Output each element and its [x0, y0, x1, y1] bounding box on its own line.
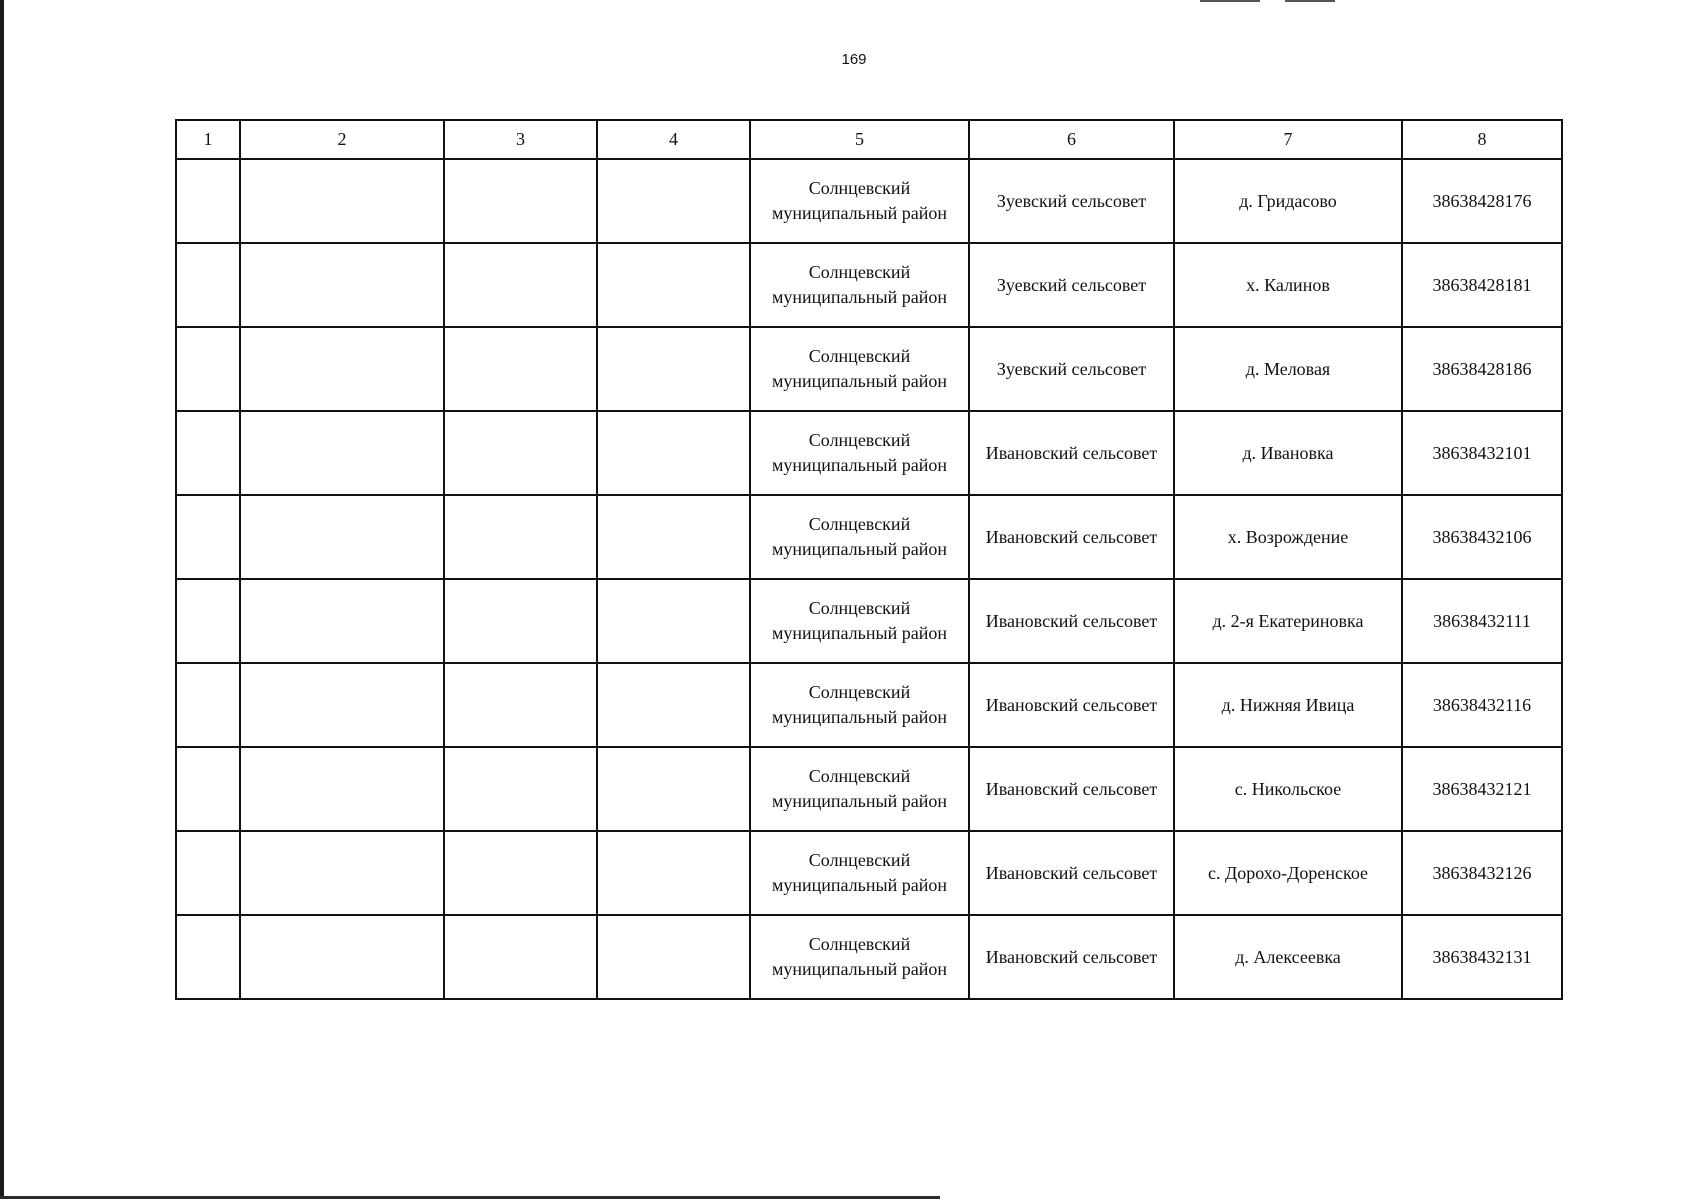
cell-col-1: [176, 579, 240, 663]
council-cell: Ивановский сельсовет: [969, 411, 1174, 495]
okato-code-cell: 38638432116: [1402, 663, 1562, 747]
column-number: 4: [597, 120, 750, 159]
district-cell: Солнцевский муниципальный район: [750, 747, 969, 831]
column-number: 1: [176, 120, 240, 159]
cell-col-2: [240, 495, 444, 579]
district-cell: Солнцевский муниципальный район: [750, 915, 969, 999]
cell-col-3: [444, 495, 597, 579]
cell-col-2: [240, 411, 444, 495]
column-number: 7: [1174, 120, 1402, 159]
column-number: 5: [750, 120, 969, 159]
table-row: [176, 831, 1562, 915]
settlement-cell: д. Ивановка: [1174, 411, 1402, 495]
okato-code-cell: 38638428176: [1402, 159, 1562, 243]
table-body: [176, 120, 1562, 999]
cell-col-4: [597, 411, 750, 495]
council-cell: Ивановский сельсовет: [969, 495, 1174, 579]
okato-code-cell: 38638432106: [1402, 495, 1562, 579]
column-number: 2: [240, 120, 444, 159]
cell-col-3: [444, 411, 597, 495]
table-row: [176, 663, 1562, 747]
settlement-cell: д. Гридасово: [1174, 159, 1402, 243]
settlement-cell: с. Дорохо-Доренское: [1174, 831, 1402, 915]
okato-code-cell: 38638432101: [1402, 411, 1562, 495]
council-cell: Ивановский сельсовет: [969, 915, 1174, 999]
table-row: [176, 915, 1562, 999]
settlement-cell: д. 2-я Екатериновка: [1174, 579, 1402, 663]
scan-mark-top: [1285, 0, 1335, 2]
cell-col-2: [240, 327, 444, 411]
cell-col-2: [240, 747, 444, 831]
column-number: 3: [444, 120, 597, 159]
column-number: 6: [969, 120, 1174, 159]
cell-col-3: [444, 579, 597, 663]
cell-col-4: [597, 831, 750, 915]
cell-col-3: [444, 747, 597, 831]
scan-edge-left: [0, 0, 4, 1199]
settlement-cell: х. Калинов: [1174, 243, 1402, 327]
cell-col-4: [597, 159, 750, 243]
district-cell: Солнцевский муниципальный район: [750, 411, 969, 495]
district-cell: Солнцевский муниципальный район: [750, 831, 969, 915]
table-row: [176, 495, 1562, 579]
cell-col-4: [597, 495, 750, 579]
council-cell: Ивановский сельсовет: [969, 579, 1174, 663]
council-cell: Ивановский сельсовет: [969, 663, 1174, 747]
column-number: 8: [1402, 120, 1562, 159]
cell-col-2: [240, 579, 444, 663]
cell-col-4: [597, 747, 750, 831]
cell-col-1: [176, 327, 240, 411]
district-cell: Солнцевский муниципальный район: [750, 243, 969, 327]
cell-col-1: [176, 747, 240, 831]
cell-col-2: [240, 831, 444, 915]
cell-col-3: [444, 243, 597, 327]
council-cell: Зуевский сельсовет: [969, 159, 1174, 243]
table-row: [176, 411, 1562, 495]
page-number: 169: [841, 51, 867, 68]
council-cell: Зуевский сельсовет: [969, 327, 1174, 411]
okato-code-cell: 38638432131: [1402, 915, 1562, 999]
registry-table: [175, 119, 1563, 1000]
cell-col-1: [176, 159, 240, 243]
scan-edge-bottom: [0, 1196, 940, 1199]
table-row: [176, 747, 1562, 831]
district-cell: Солнцевский муниципальный район: [750, 579, 969, 663]
okato-code-cell: 38638428186: [1402, 327, 1562, 411]
okato-code-cell: 38638432121: [1402, 747, 1562, 831]
settlement-cell: д. Меловая: [1174, 327, 1402, 411]
column-number-row: [176, 120, 1562, 159]
okato-code-cell: 38638432111: [1402, 579, 1562, 663]
table-row: [176, 159, 1562, 243]
cell-col-1: [176, 411, 240, 495]
cell-col-2: [240, 663, 444, 747]
cell-col-3: [444, 663, 597, 747]
district-cell: Солнцевский муниципальный район: [750, 159, 969, 243]
cell-col-1: [176, 495, 240, 579]
cell-col-1: [176, 915, 240, 999]
table-row: [176, 243, 1562, 327]
cell-col-2: [240, 159, 444, 243]
council-cell: Ивановский сельсовет: [969, 747, 1174, 831]
cell-col-1: [176, 831, 240, 915]
scan-mark-top: [1200, 0, 1260, 2]
council-cell: Зуевский сельсовет: [969, 243, 1174, 327]
okato-code-cell: 38638428181: [1402, 243, 1562, 327]
settlement-cell: с. Никольское: [1174, 747, 1402, 831]
settlement-cell: д. Нижняя Ивица: [1174, 663, 1402, 747]
cell-col-4: [597, 915, 750, 999]
district-cell: Солнцевский муниципальный район: [750, 495, 969, 579]
cell-col-3: [444, 327, 597, 411]
okato-code-cell: 38638432126: [1402, 831, 1562, 915]
cell-col-4: [597, 663, 750, 747]
settlement-cell: х. Возрождение: [1174, 495, 1402, 579]
table-row: [176, 327, 1562, 411]
cell-col-4: [597, 327, 750, 411]
cell-col-3: [444, 159, 597, 243]
cell-col-4: [597, 579, 750, 663]
council-cell: Ивановский сельсовет: [969, 831, 1174, 915]
cell-col-2: [240, 243, 444, 327]
cell-col-4: [597, 243, 750, 327]
cell-col-2: [240, 915, 444, 999]
settlement-cell: д. Алексеевка: [1174, 915, 1402, 999]
district-cell: Солнцевский муниципальный район: [750, 663, 969, 747]
cell-col-3: [444, 831, 597, 915]
cell-col-1: [176, 663, 240, 747]
district-cell: Солнцевский муниципальный район: [750, 327, 969, 411]
cell-col-3: [444, 915, 597, 999]
table-row: [176, 579, 1562, 663]
cell-col-1: [176, 243, 240, 327]
